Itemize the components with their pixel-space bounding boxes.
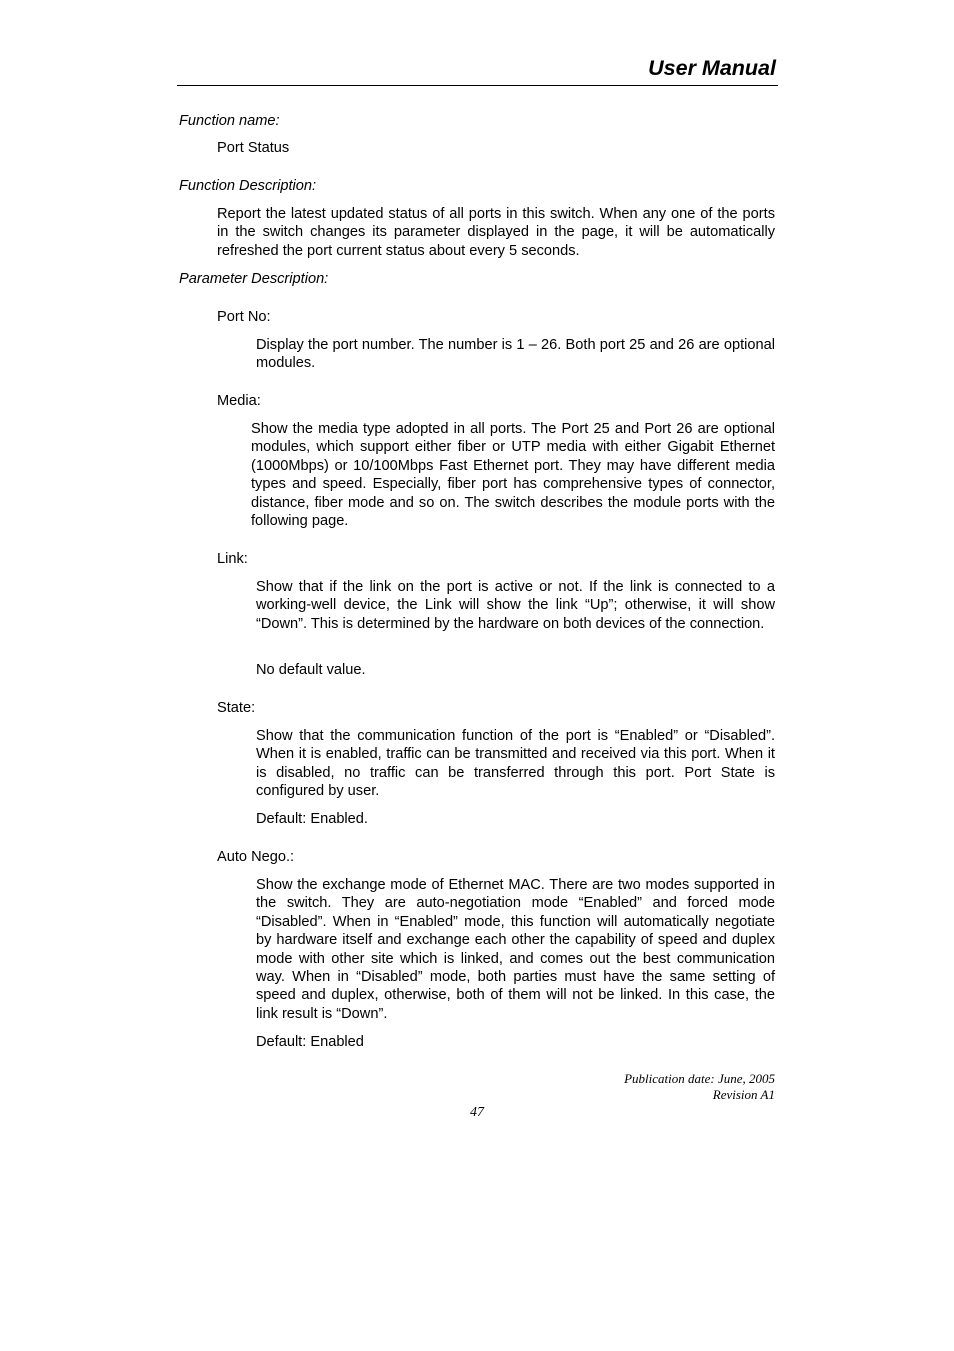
param-text-auto-nego: Show the exchange mode of Ethernet MAC. There are two modes supported in the switch. They are auto-negotiation mode “Enabled” and forced mode “Disabled”. When in “Enabled” mode, this function will automatically negotiate by hardware itself and exchange each other the capability of speed and duplex mode with other site which is linked, and comes out the best communication way. When in “Disabled” mode, both parties must have the same setting of speed and duplex, otherwise, both of them will not be linked. In this case, the link result is “Down”. [256,877,775,1022]
function-description-label: Function Description: [179,178,317,194]
param-name-link: Link: [217,551,248,567]
param-name-state: State: [217,700,256,716]
param-name-media: Media: [217,393,261,409]
publication-date: Publication date: June, 2005 [624,1071,775,1086]
param-note-auto-nego: Default: Enabled [256,1034,364,1050]
param-text-media: Show the media type adopted in all ports. The Port 25 and Port 26 are optional modules, which support either fiber or UTP media with either Gigabit Ethernet (1000Mbps) or 10/100Mbps Fast Ethernet port. They may have different media types and speed. Especially, fiber port has comprehensive types of connector, distance, fiber mode and so on. The switch describes the module ports with the following page. [251,421,775,530]
page-header-title: User Manual [648,56,776,80]
function-name-label: Function name: [179,113,280,129]
parameter-description-label: Parameter Description: [179,271,329,287]
param-note-state: Default: Enabled. [256,811,368,827]
page-number: 47 [470,1105,484,1120]
function-name-value: Port Status [217,140,290,156]
param-name-port-no: Port No: [217,309,271,325]
param-text-port-no: Display the port number. The number is 1 – 26. Both port 25 and 26 are optional modules. [256,337,775,372]
param-note-link: No default value. [256,662,366,678]
param-text-link: Show that if the link on the port is active or not. If the link is connected to a working-well device, the Link will show the link “Up”; otherwise, it will show “Down”. This is determined by the hardware on both devices of the connection. [256,579,775,632]
function-description-text: Report the latest updated status of all ports in this switch. When any one of the ports in the switch changes its parameter displayed in the page, it will be automatically refreshed the port current status about every 5 seconds. [217,206,775,259]
param-text-state: Show that the communication function of the port is “Enabled” or “Disabled”. When it is enabled, traffic can be transmitted and received via this port. When it is disabled, no traffic can be transferred through this port. Port State is configured by user. [256,728,775,800]
param-name-auto-nego: Auto Nego.: [217,849,295,865]
revision: Revision A1 [712,1087,775,1102]
header-divider [177,85,778,86]
